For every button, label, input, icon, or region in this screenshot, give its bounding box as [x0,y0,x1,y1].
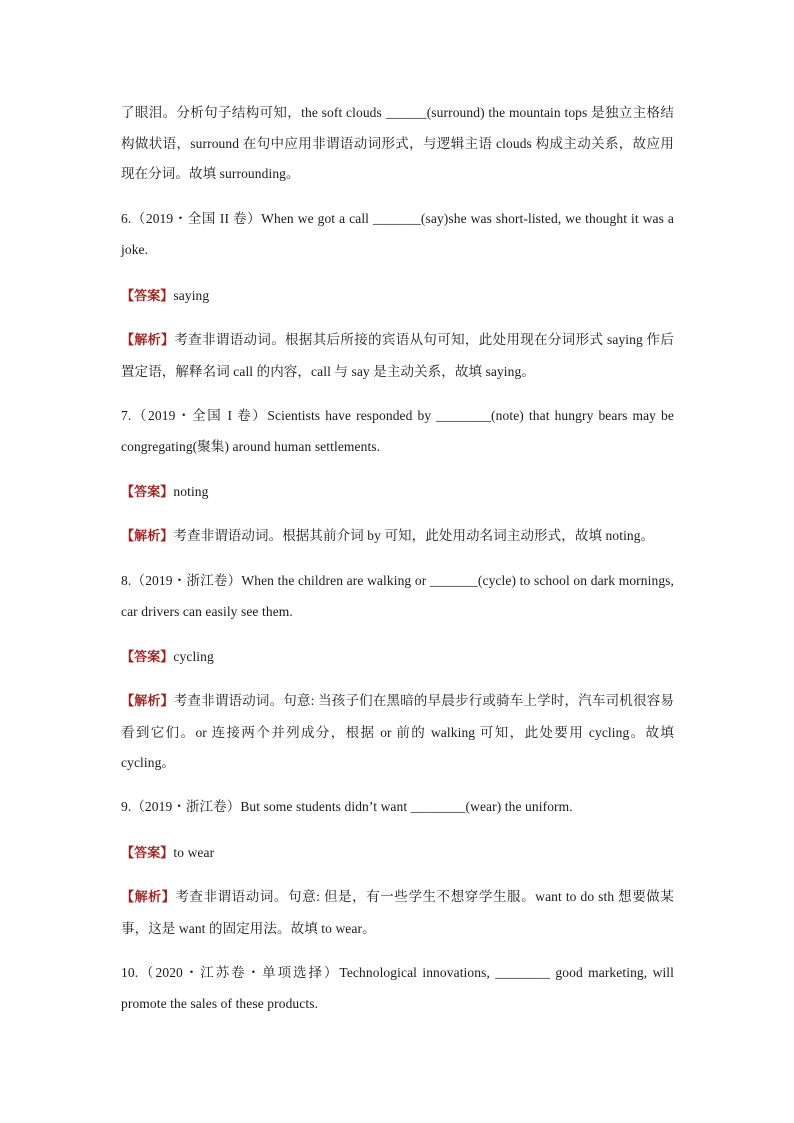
analysis-text: 考查非谓语动词。根据其后所接的宾语从句可知，此处用现在分词形式 saying 作后置定语，解释名词 call 的内容，call 与 say 是主动关系，故填 saying。 [121,332,674,379]
answer-tag: 【答案】 [121,650,174,665]
answer-tag: 【答案】 [121,289,174,304]
question-8-answer [121,642,674,674]
question-7-analysis [121,521,674,553]
analysis-text: 考查非谓语动词。句意: 当孩子们在黑暗的早晨步行或骑车上学时，汽车司机很容易看到它们。or 连接两个并列成分，根据 or 前的 walking 可知，此处要用 cycling。故填 cycling。 [121,693,674,770]
question-10-stem: 10.（2020・江苏卷・单项选择）Technological innovations, ________ good marketing, will promote the sales of these products. [121,965,674,1011]
analysis-tag: 【解析】 [121,890,176,905]
answer-tag: 【答案】 [121,846,174,861]
question-9-analysis [121,882,674,944]
question-6-stem: 6.（2019・全国 II 卷）When we got a call _______(say)she was short-listed, we thought it was a joke. [121,211,674,257]
intro-paragraph: 了眼泪。分析句子结构可知，the soft clouds ______(surround) the mountain tops 是独立主格结构做状语，surround 在句中应用非谓语动词形式，与逻辑主语 clouds 构成主动关系，故应用现在分词。故填 surrounding。 [121,105,674,181]
question-8-stem: 8.（2019・浙江卷）When the children are walking or _______(cycle) to school on dark mornings, car drivers can easily see them. [121,573,674,619]
analysis-text: 考查非谓语动词。根据其前介词 by 可知，此处用动名词主动形式，故填 noting。 [173,528,655,543]
analysis-tag: 【解析】 [121,529,174,544]
question-7-stem: 7.（2019・全国 I 卷）Scientists have responded by ________(note) that hungry bears may be congregating(聚集) around human settlements. [121,408,674,454]
answer-value: saying [173,288,210,303]
analysis-tag: 【解析】 [121,333,175,348]
answer-tag: 【答案】 [121,485,174,500]
question-7-answer [121,477,674,509]
analysis-tag: 【解析】 [121,694,174,709]
question-9-answer [121,838,674,870]
question-6-answer [121,281,674,313]
question-8-analysis [121,686,674,779]
question-9-stem: 9.（2019・浙江卷）But some students didn’t want ________(wear) the uniform. [121,799,573,814]
answer-value: to wear [173,845,215,860]
analysis-text: 考查非谓语动词。句意: 但是，有一些学生不想穿学生服。want to do sth 想要做某事，这是 want 的固定用法。故填 to wear。 [121,889,674,936]
answer-value: cycling [173,649,214,664]
question-6-analysis [121,325,674,387]
answer-value: noting [173,484,209,499]
